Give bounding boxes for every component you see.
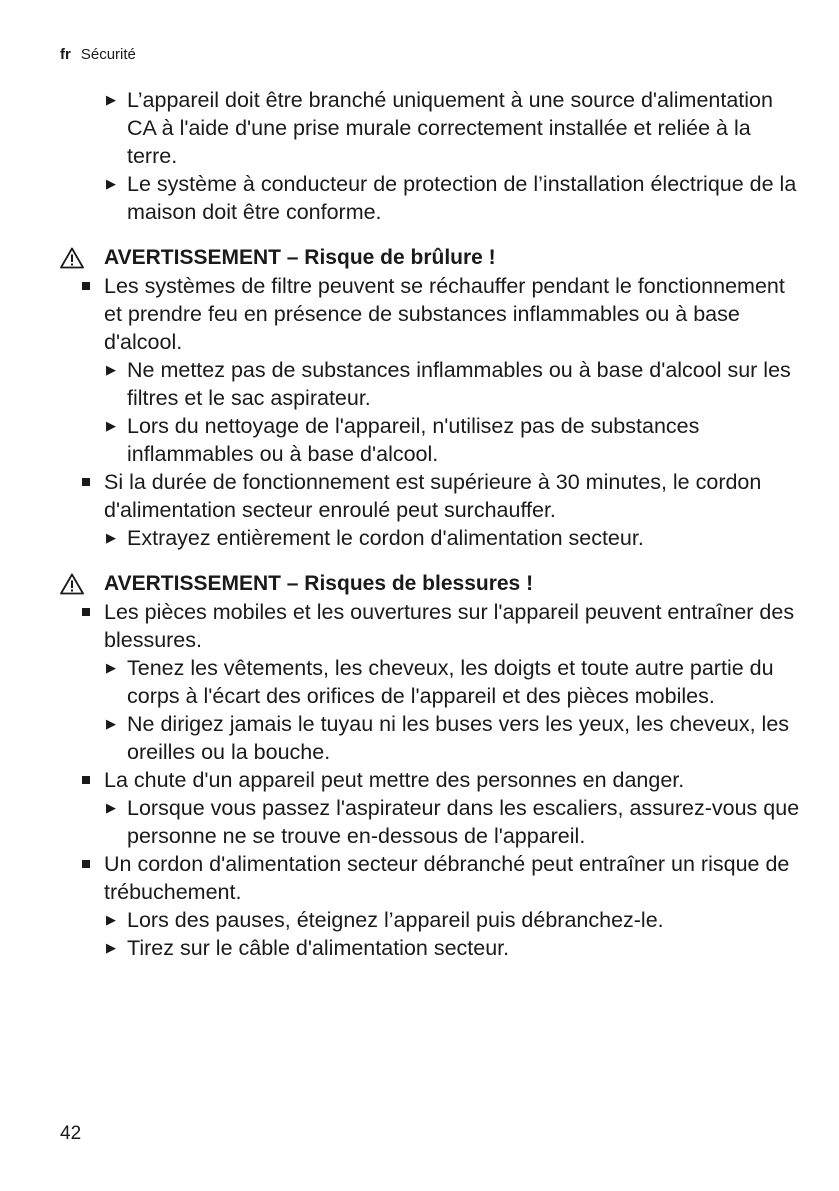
instruction-item [60,356,800,412]
instruction-text: Ne mettez pas de substances inflammables ou à base d'alcool sur les filtres et le sac aspirateur. [127,358,791,410]
warning-triangle-icon [60,573,84,595]
hazard-item [60,850,800,906]
hazard-item [60,766,800,794]
warning-title: AVERTISSEMENT – Risques de blessures ! [104,572,534,595]
hazard-item [60,598,800,654]
arrow-bullet-icon: ▶ [106,716,116,731]
arrow-bullet-icon: ▶ [106,362,116,377]
arrow-bullet-icon: ▶ [106,912,116,927]
instruction-item [60,170,800,226]
instruction-text: Le système à conducteur de protection de l’installation électrique de la maison doit être conforme. [127,172,797,224]
instruction-text: Lors du nettoyage de l'appareil, n'utilisez pas de substances inflammables ou à base d'alcool. [127,414,700,466]
warning-heading [60,570,800,598]
hazard-text: Les pièces mobiles et les ouvertures sur l'appareil peuvent entraîner des blessures. [104,600,795,652]
instruction-text: Lorsque vous passez l'aspirateur dans les escaliers, assurez-vous que personne ne se trouve en-dessous de l'appareil. [127,796,800,848]
instruction-text: Lors des pauses, éteignez l’appareil puis débranchez-le. [127,908,664,932]
instruction-item [60,934,800,962]
instruction-item [60,654,800,710]
arrow-bullet-icon: ▶ [106,92,116,107]
hazard-text: La chute d'un appareil peut mettre des personnes en danger. [104,768,685,792]
warning-triangle-icon [60,247,84,269]
hazard-text: Un cordon d'alimentation secteur débranché peut entraîner un risque de trébuchement. [104,852,790,904]
instruction-text: L’appareil doit être branché uniquement à une source d'alimentation CA à l'aide d'une prise murale correctement installée et reliée à la terre. [127,88,773,168]
instruction-item [60,86,800,170]
square-bullet-icon [82,608,90,616]
hazard-item [60,468,800,524]
hazard-item [60,272,800,356]
instruction-text: Tenez les vêtements, les cheveux, les doigts et toute autre partie du corps à l'écart des orifices de l'appareil et des pièces mobiles. [127,656,774,708]
instruction-text: Tirez sur le câble d'alimentation secteur. [127,936,510,960]
page-number: 42 [60,1123,82,1144]
hazard-text: Si la durée de fonctionnement est supérieure à 30 minutes, le cordon d'alimentation secteur enroulé peut surchauffer. [104,470,762,522]
warning-heading [60,244,800,272]
instruction-item [60,710,800,766]
content [60,86,800,962]
hazard-text: Les systèmes de filtre peuvent se réchauffer pendant le fonctionnement et prendre feu en présence de substances inflammables ou à base d'alcool. [104,274,785,354]
section-title: Sécurité [80,46,136,63]
arrow-bullet-icon: ▶ [106,176,116,191]
square-bullet-icon [82,478,90,486]
arrow-bullet-icon: ▶ [106,530,116,545]
warning-title: AVERTISSEMENT – Risque de brûlure ! [104,246,496,269]
page-header [60,46,136,63]
arrow-bullet-icon: ▶ [106,418,116,433]
instruction-item [60,412,800,468]
language-code: fr [60,46,71,63]
arrow-bullet-icon: ▶ [106,800,116,815]
arrow-bullet-icon: ▶ [106,660,116,675]
instruction-item [60,906,800,934]
square-bullet-icon [82,776,90,784]
square-bullet-icon [82,282,90,290]
instruction-item [60,794,800,850]
instruction-item [60,524,800,552]
instruction-text: Ne dirigez jamais le tuyau ni les buses vers les yeux, les cheveux, les oreilles ou la bouche. [127,712,790,764]
arrow-bullet-icon: ▶ [106,940,116,955]
square-bullet-icon [82,860,90,868]
instruction-text: Extrayez entièrement le cordon d'alimentation secteur. [127,526,644,550]
